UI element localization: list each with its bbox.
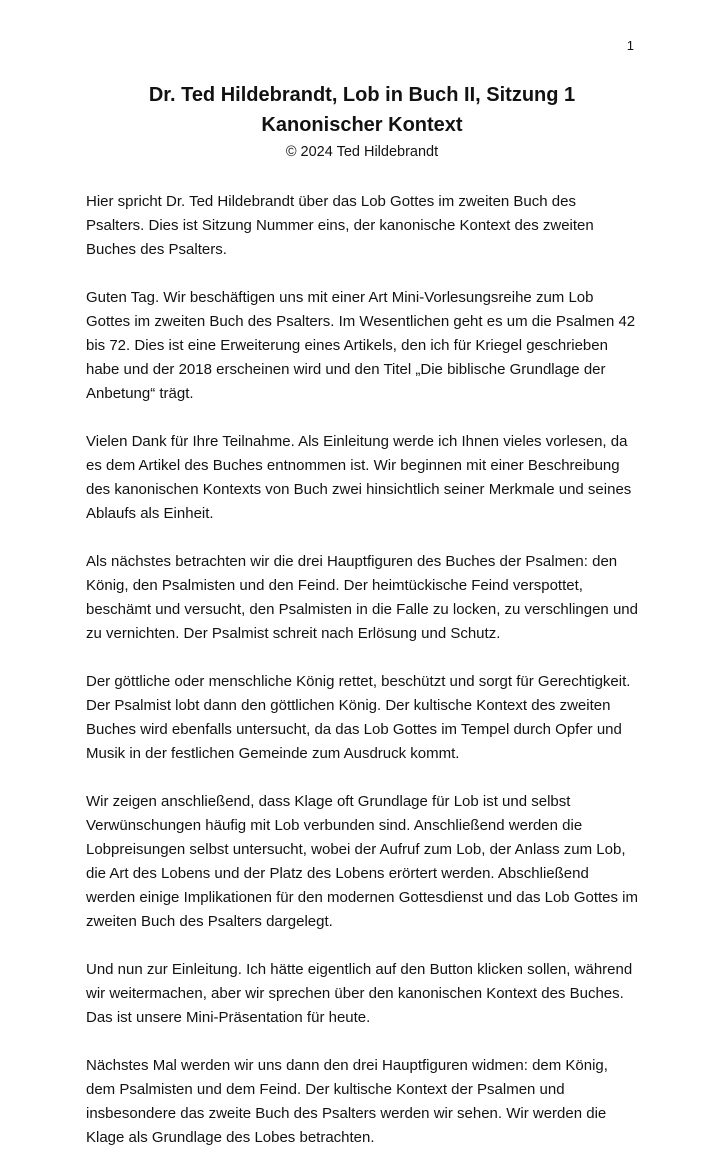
- paragraph-4: Als nächstes betrachten wir die drei Hauptfiguren des Buches der Psalmen: den König, den Psalmisten und den Feind. Der heimtückische Feind verspottet, beschämt und versucht, den Psalmisten in die Falle zu locken, zu verschlingen und zu vernichten. Der Psalmist schreit nach Erlösung und Schutz.: [86, 553, 638, 642]
- document-title: [86, 80, 638, 140]
- paragraph-6: Wir zeigen anschließend, dass Klage oft Grundlage für Lob ist und selbst Verwünschungen häufig mit Lob verbunden sind. Anschließend werden die Lobpreisungen selbst untersucht, wobei der Aufruf zum Lob, der Anlass zum Lob, die Art des Lobens und der Platz des Lobens erörtert werden. Abschließend werden einige Implikationen für den modernen Gottesdienst und das Lob Gottes im zweiten Buch des Psalters dargelegt.: [86, 793, 638, 930]
- paragraph-1: Hier spricht Dr. Ted Hildebrandt über das Lob Gottes im zweiten Buch des Psalters. Dies ist Sitzung Nummer eins, der kanonische Kontext des zweiten Buches des Psalters.: [86, 193, 594, 258]
- title-line-1: Dr. Ted Hildebrandt, Lob in Buch II, Sitzung 1: [148, 84, 576, 106]
- copyright-line: © 2024 Ted Hildebrandt: [285, 144, 439, 160]
- paragraph-8: Nächstes Mal werden wir uns dann den drei Hauptfiguren widmen: dem König, dem Psalmisten und dem Feind. Der kultische Kontext der Psalmen und insbesondere das zweite Buch des Psalters werden wir sehen. Wir werden die Klage als Grundlage des Lobes betrachten.: [86, 1057, 608, 1146]
- paragraph-7: Und nun zur Einleitung. Ich hätte eigentlich auf den Button klicken sollen, während wir weitermachen, aber wir sprechen über den kanonischen Kontext des Buches. Das ist unsere Mini-Präsentation für heute.: [86, 961, 633, 1026]
- paragraph-5: Der göttliche oder menschliche König rettet, beschützt und sorgt für Gerechtigkeit. Der Psalmist lobt dann den göttlichen König. Der kultische Kontext des zweiten Buches wird ebenfalls untersucht, da das Lob Gottes im Tempel durch Opfer und Musik in der festlichen Gemeinde zum Ausdruck kommt.: [86, 673, 631, 762]
- page-number: 1: [626, 38, 634, 53]
- paragraph-3: Vielen Dank für Ihre Teilnahme. Als Einleitung werde ich Ihnen vieles vorlesen, da es dem Artikel des Buches entnommen ist. Wir beginnen mit einer Beschreibung des kanonischen Kontexts von Buch zwei hinsichtlich seiner Merkmale und seines Ablaufs als Einheit.: [86, 433, 632, 522]
- title-line-2: Kanonischer Kontext: [261, 114, 463, 136]
- document-body: [86, 190, 638, 1150]
- paragraph-2: Guten Tag. Wir beschäftigen uns mit einer Art Mini-Vorlesungsreihe zum Lob Gottes im zweiten Buch des Psalters. Im Wesentlichen geht es um die Psalmen 42 bis 72. Dies ist eine Erweiterung eines Artikels, den ich für Kriegel geschrieben habe und der 2018 erscheinen wird und den Titel „Die biblische Grundlage der Anbetung“ trägt.: [86, 289, 636, 402]
